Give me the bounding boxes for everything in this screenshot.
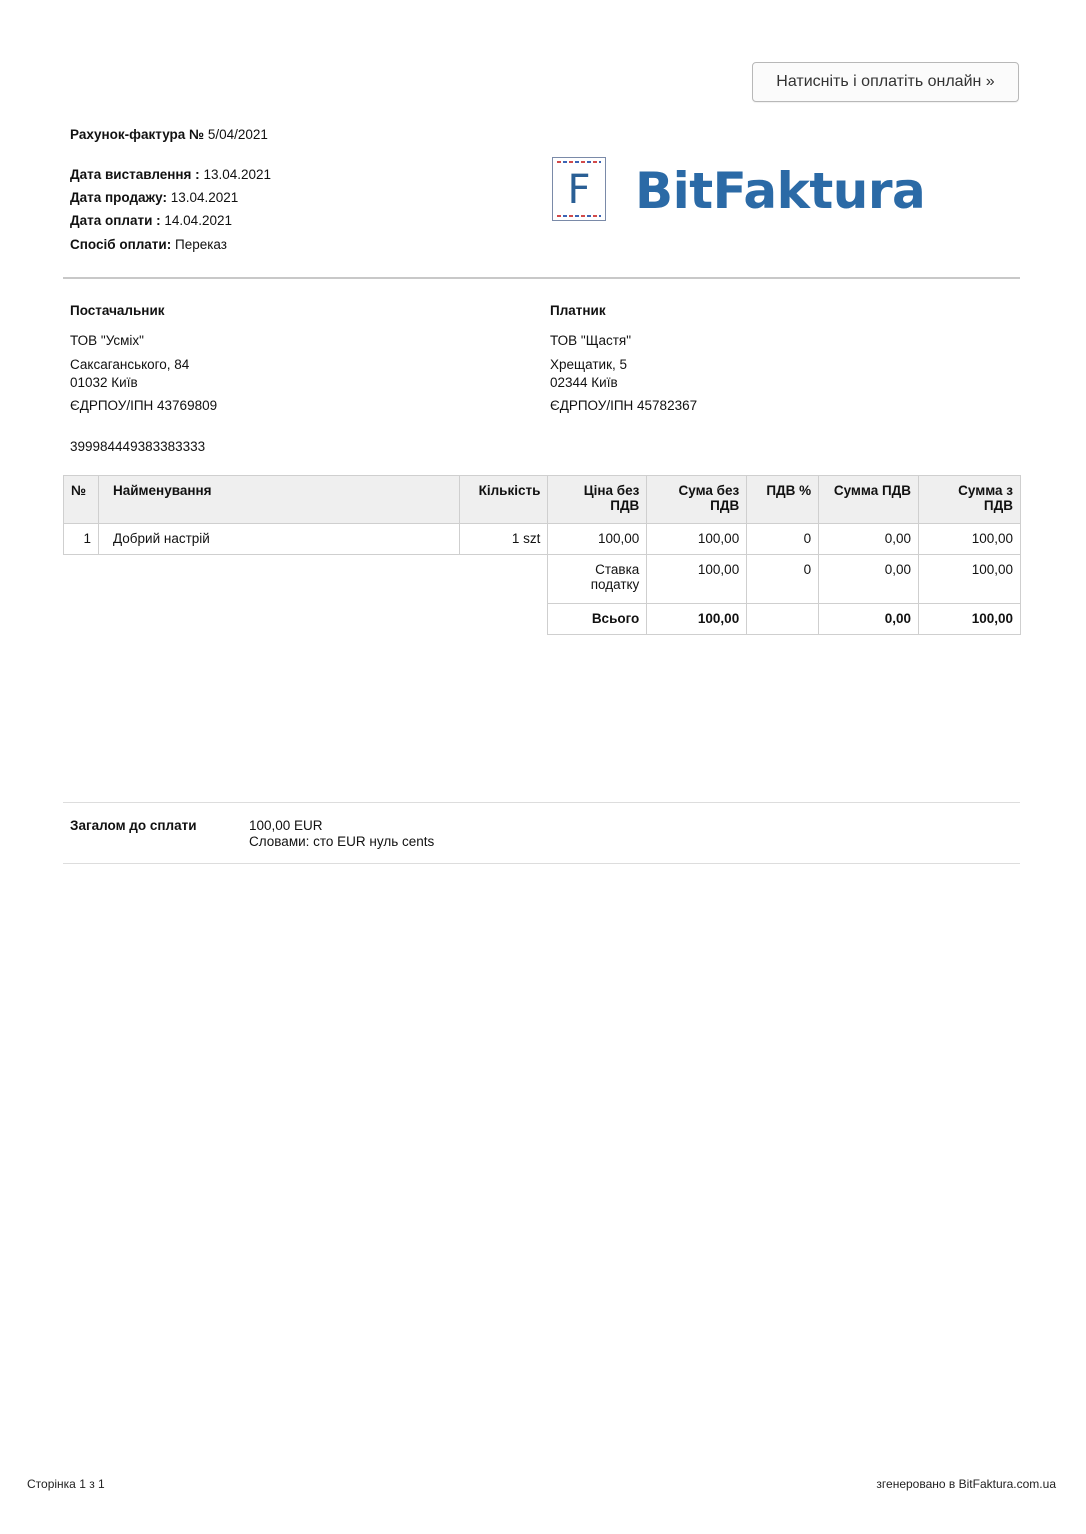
due-label: Загалом до сплати [70,818,197,833]
invoice-number: 5/04/2021 [207,127,268,142]
logo-text: BitFaktura [635,162,926,220]
col-gross: Сумма з ПДВ [919,476,1021,524]
seller-title: Постачальник [70,303,165,318]
row-name: Добрий настрій [98,524,459,555]
rate-vat-sum: 0,00 [819,555,919,604]
due-words: Словами: сто EUR нуль cents [249,834,435,849]
pay-method-label: Спосіб оплати: [70,237,172,252]
row-vat-sum: 0,00 [819,524,919,555]
seller-street: Саксаганського, 84 [70,357,190,372]
pay-date-value: 14.04.2021 [164,213,232,228]
buyer-name: ТОВ "Щастя" [550,333,632,348]
sale-date-label: Дата продажу: [70,190,167,205]
bitfaktura-logo [552,157,926,227]
seller-account: 399984449383383333 [70,439,206,454]
logo-letter: F [567,167,591,213]
pay-date-label: Дата оплати : [70,213,161,228]
issue-date-label: Дата виставлення : [70,167,200,182]
seller-tax-id: ЄДРПОУ/ІПН 43769809 [70,398,218,413]
pay-online-button[interactable]: Натисніть і оплатіть онлайн » [752,62,1019,102]
total-net: 100,00 [647,604,747,635]
invoice-title [70,127,268,142]
generated-note: згенеровано в BitFaktura.com.ua [876,1477,1056,1491]
buyer-city: 02344 Київ [550,375,618,390]
page-number: Сторінка 1 з 1 [27,1477,105,1491]
col-no: № [64,476,99,524]
logo-envelope-icon [552,157,606,221]
invoice-title-label: Рахунок-фактура № [70,127,205,142]
seller-name: ТОВ "Усміх" [70,333,144,348]
table-header-row [64,476,1021,524]
sale-date-row [70,190,238,205]
rate-net: 100,00 [647,555,747,604]
header-divider [63,277,1020,279]
total-vat-pct [747,604,819,635]
total-row [64,604,1021,635]
row-vat-pct: 0 [747,524,819,555]
col-name: Найменування [98,476,459,524]
pay-method-row [70,237,227,252]
rate-row [64,555,1021,604]
seller-city: 01032 Київ [70,375,138,390]
row-price: 100,00 [548,524,647,555]
pay-method-value: Переказ [174,237,227,252]
buyer-title: Платник [550,303,606,318]
due-bottom-divider [63,863,1020,864]
table-row [64,524,1021,555]
total-vat-sum: 0,00 [819,604,919,635]
buyer-tax-id: ЄДРПОУ/ІПН 45782367 [550,398,698,413]
rate-vat-pct: 0 [747,555,819,604]
col-net: Сума без ПДВ [647,476,747,524]
items-table [63,475,1021,635]
rate-label: Ставка податку [548,555,647,604]
total-label: Всього [548,604,647,635]
col-vat-sum: Сумма ПДВ [819,476,919,524]
due-amount: 100,00 EUR [249,818,323,833]
due-top-divider [63,802,1020,803]
total-gross: 100,00 [919,604,1021,635]
col-qty: Кількість [460,476,548,524]
due-values [249,818,434,850]
row-qty: 1 szt [460,524,548,555]
col-price: Ціна без ПДВ [548,476,647,524]
row-net: 100,00 [647,524,747,555]
col-vat-pct: ПДВ % [747,476,819,524]
rate-gross: 100,00 [919,555,1021,604]
buyer-street: Хрещатик, 5 [550,357,627,372]
sale-date-value: 13.04.2021 [170,190,239,205]
pay-date-row [70,213,232,228]
issue-date-row [70,167,271,182]
issue-date-value: 13.04.2021 [203,167,272,182]
row-gross: 100,00 [919,524,1021,555]
row-no: 1 [64,524,99,555]
